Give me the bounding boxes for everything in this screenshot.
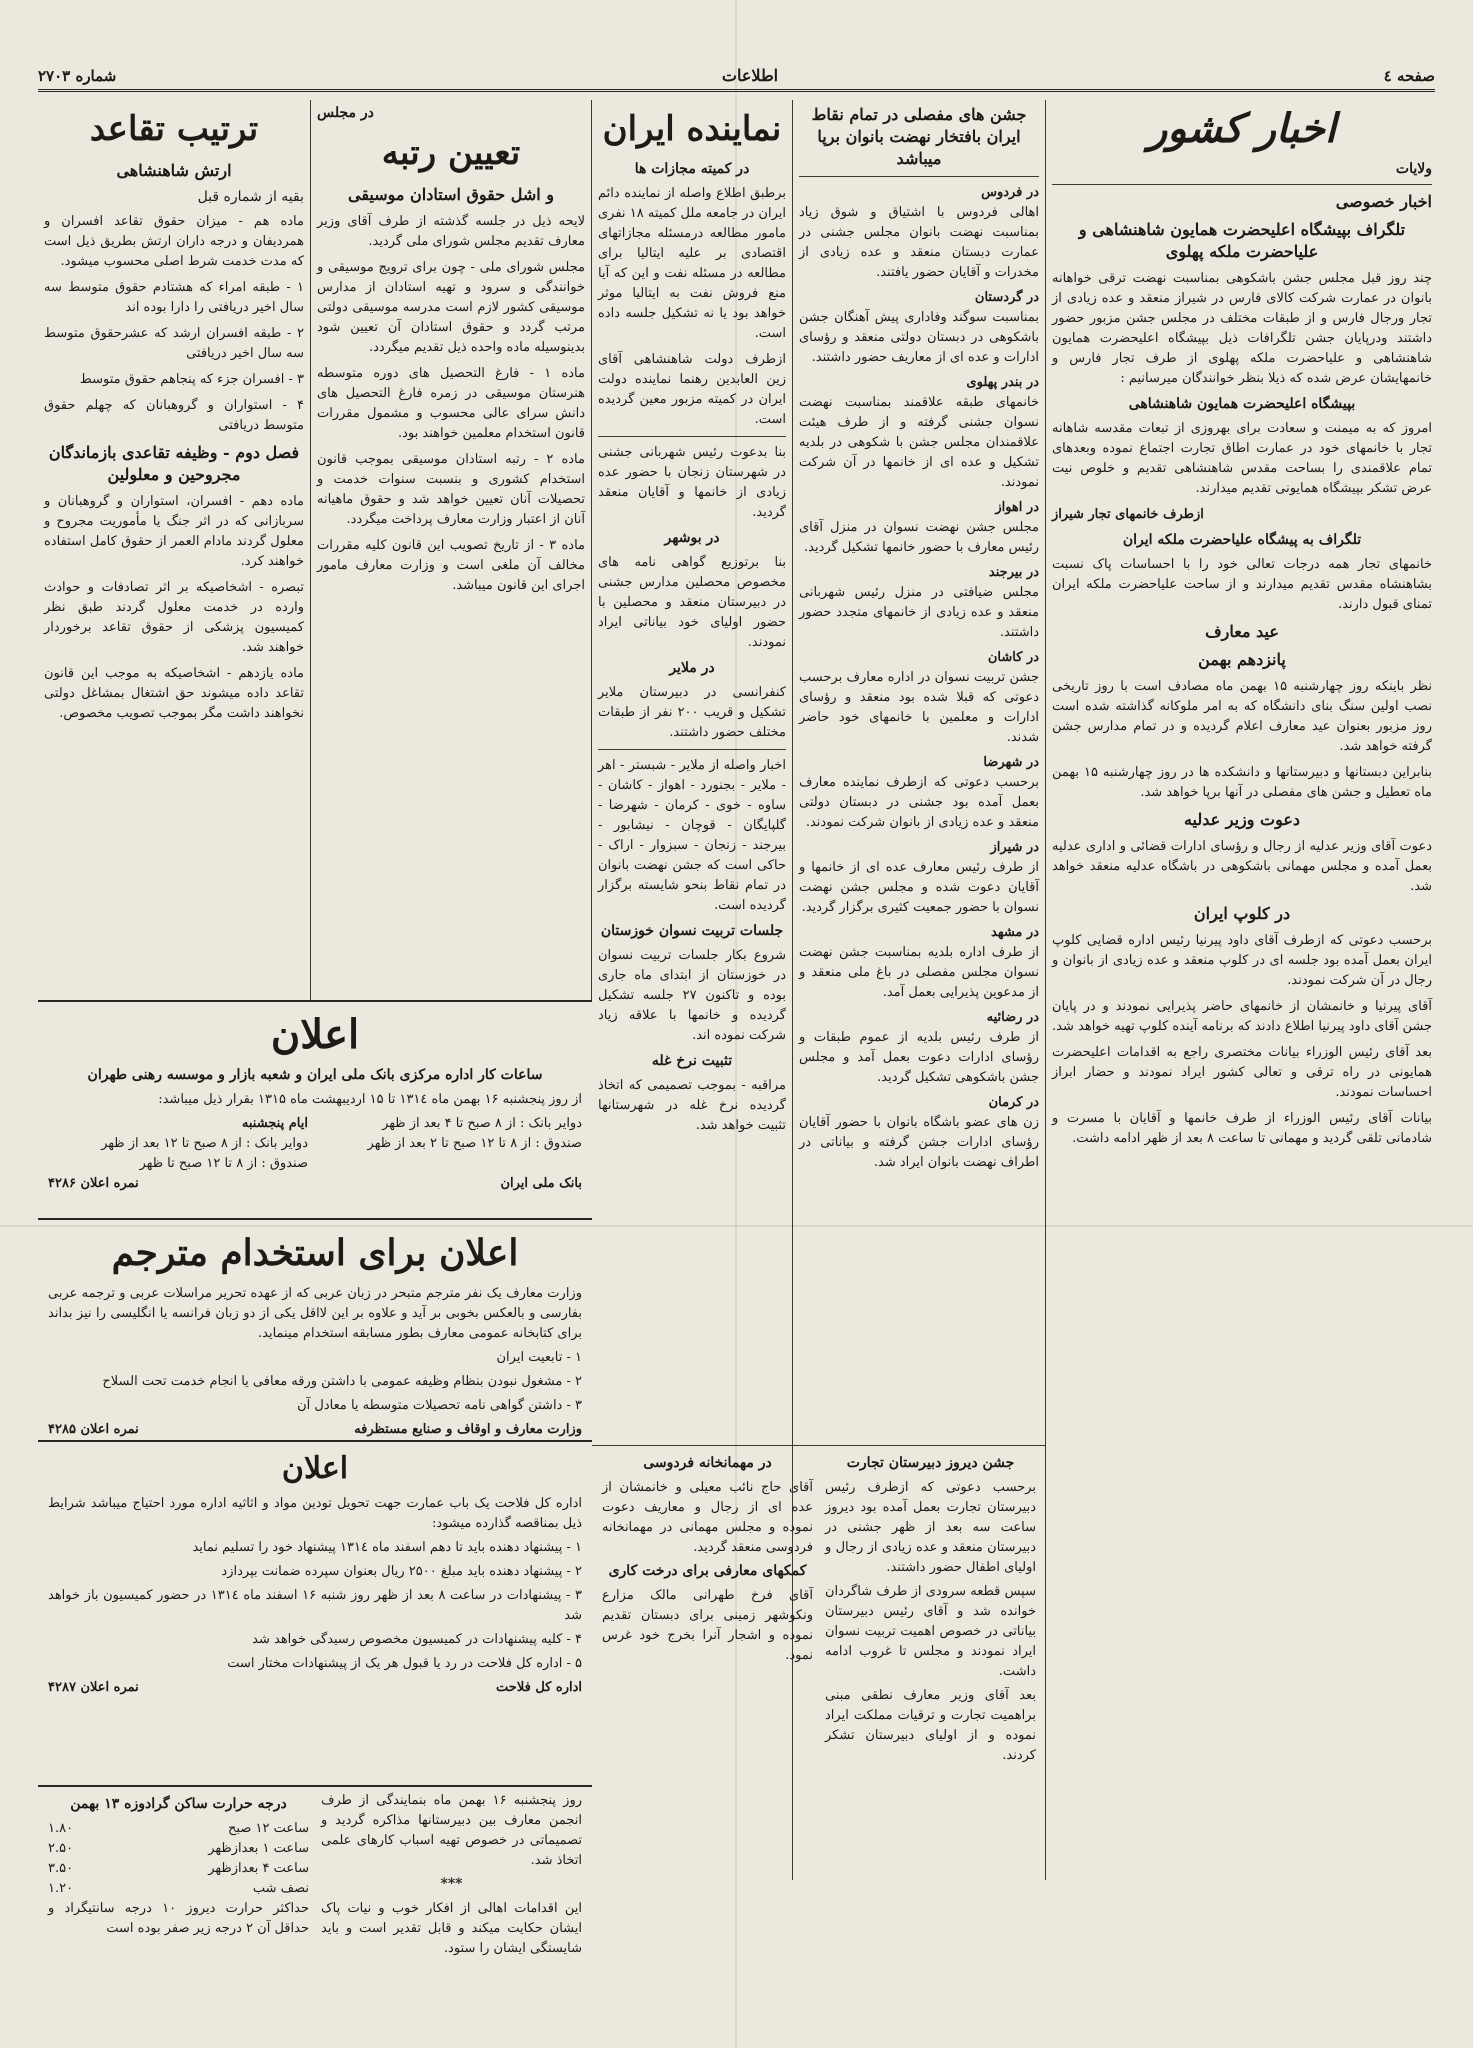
bank-ad — [38, 1000, 592, 1215]
telegram1-title: تلگراف بپیشگاه اعلیحضرت همایون شاهنشاهی و علیاحضرت ملکه پهلوی — [1078, 220, 1406, 261]
club-text2: آقای پیرنیا و خانمشان از خانمهای حاضر پذیرایی نمودند و در پایان جشن آقای داود پیرنیا اطلاع دادند که برنامه آینده کلوپ تهیه خواهد شد. — [1052, 999, 1432, 1034]
retirement-text4: ماده یازدهم - اشخاصیکه به موجب این قانون تقاعد داده میشوند حق اشتغال بمشاغل دولتی نخواهند داشت مگر بموجب تصویب مخصوص. — [44, 666, 304, 721]
retirement-list-item: ۳ - افسران جزء که پنجاهم حقوق متوسط — [79, 372, 304, 387]
bank-ad-number: نمره اعلان ۴۲۸۶ — [48, 1176, 139, 1191]
telegram1-sign: ازطرف خانمهای تجار شیراز — [1052, 507, 1204, 522]
lower-news-block — [592, 1445, 1046, 1775]
zanjan-text: بنا بدعوت رئیس شهربانی جشنی در شهرستان زنجان با حضور عده زیادی از خانمها و آقایان منعقد گردید. — [598, 445, 786, 520]
tree-title: کمکهای معارفی برای درخت کاری — [608, 1563, 807, 1579]
rank-text4: ماده ۲ - رتبه استادان موسیقی بموجب قانون استخدام کشوری و بنسبت سنوات خدمت و تحصیلات آنان تعیین خواهد شد و حقوق ماهیانه آنان از اعتبار وزارت معارف پرداخت میگردد. — [317, 452, 585, 527]
bank-ad-subtitle: ساعات کار اداره مرکزی بانک ملی ایران و شعبه بازار و موسسه رهنی طهران — [87, 1067, 543, 1083]
trade-text3: بعد آقای وزیر معارف نطقی مبنی براهمیت تجارت و ترقیات مملکت ایراد نموده و از اولیای دبیرستان تشکر کردند. — [825, 1688, 1036, 1763]
masthead — [38, 52, 1435, 92]
iran-rep-subtitle: در کمیته مجازات ها — [634, 161, 750, 177]
tree-text: آقای فرخ طهرانی مالک مزارع ونکوشهر زمینی برای دبستان تقدیم نموده و اشجار آنرا بخرج خود غرس نمود. — [602, 1588, 813, 1663]
retirement-intro: بقیه از شماره قبل — [197, 189, 304, 205]
section-title: اخبار کشور — [1147, 105, 1337, 152]
bank-ad-text: از روز پنجشنبه ۱۶ بهمن ماه ۱۳۱٤ تا ۱۵ اردیبهشت ماه ۱۳۱۵ بقرار ذیل میباشد: — [158, 1092, 582, 1107]
rank-text2: مجلس شورای ملی - چون برای ترویج موسیقی و خوانندگی و سرود و تهیه استادان از مدارس موسیقی کشور لازم است مدرسه موسیقی دولتی مرتب گردد و حقوق استادان آن تعیین شود بدینوسیله ماده واحده ذیل تقدیم میگردد. — [317, 260, 585, 355]
page-label: صفحه ٤ — [1383, 67, 1435, 85]
ferdowsi-title: در مهمانخانه فردوسی — [643, 1455, 772, 1471]
iran-rep-text2: ازطرف دولت شاهنشاهی آقای زین العابدین رهنما نماینده دولت ایران در کمیته مزبور معین گردیده است. — [598, 352, 786, 427]
translator-ad — [38, 1218, 592, 1438]
feast-text: نظر باینکه روز چهارشنبه ۱۵ بهمن ماه مصادف است با روز تاریخی نصب اولین سنگ بنای دانشگاه که به امر ملوکانه گذاشته شده است روز مزبور بعنوان عید معارف اعلام گردیده و در تمام مدارس جشن گرفته خواهد شد. — [1052, 679, 1433, 754]
translator-ad-sign: وزارت معارف و اوقاف و صنایع مستظرفه — [354, 1422, 582, 1437]
iran-rep-text1: برطبق اطلاع واصله از نماینده دائم ایران در جامعه ملل کمیته ۱۸ نفری مامور مطالعه درمسئله مجازاتهای اقتصادی بر علیه ایتالیا برای مطالعه در مسئله نفت و این که آیا منع فروش نفت به ایتالیا موثر خواهد بود یا نه تشکیل جلسه داده است. — [598, 186, 786, 341]
city-item: در کرمان زن های عضو باشگاه بانوان با حضور آقایان رؤسای ادارات جشن گرفته و بیاناتی در اطراف نهضت بانوان ایراد شد. — [799, 1095, 1039, 1170]
club-text: برحسب دعوتی که ازطرف آقای داود پیرنیا رئیس اداره قضایی کلوپ ایران بعمل آمده بود جلسه ای در کلوپ منعقد و عده زیادی از بانوان و رجال در آن شرکت نمودند. — [1052, 933, 1432, 988]
minister-title: دعوت وزیر عدلیه — [1183, 810, 1301, 829]
weather-note: حداکثر حرارت دیروز ۱۰ درجه سانتیگراد و حداقل آن ۲ درجه زیر صفر بوده است — [48, 1901, 309, 1936]
telegram1-sub: بپیشگاه اعلیحضرت همایون شاهنشاهی — [1128, 396, 1356, 412]
city-list — [799, 183, 1039, 1173]
trade-school-article — [825, 1450, 1036, 1770]
rank-title: تعیین رتبه — [381, 133, 521, 173]
weather-row: ساعت ۴ بعدازظهر ۳.۵۰ — [48, 1861, 309, 1876]
weather-row: ساعت ۱۲ صبح ۱.۸۰ — [48, 1821, 309, 1836]
tender-ad-item: ۲ - پیشنهاد دهنده باید مبلغ ۲۵۰۰ ریال بعنوان سپرده ضمانت بپردازد — [221, 1564, 582, 1579]
telegram2-text: خانمهای تجار همه درجات تعالی خود را با احساسات پاک نسبت بشاهنشاه مقدس تقدیم میدارند و از ساحت علیاحضرت ملکه ایران تمنای قبول دارند. — [1052, 557, 1432, 612]
city-item: در شیراز از طرف رئیس معارف عده ای از خانمها و آقایان دعوت شده و مجلس جشن نهضت نسوان با حضور جمعیت کثیری برگزار گردید. — [799, 840, 1039, 915]
tender-ad — [38, 1440, 592, 1780]
cities-news: اخبار واصله از ملایر - شبستر - اهر - ملایر - بجنورد - اهواز - کاشان - ساوه - خوی - کرمان - شهرضا - گلپایگان - قوچان - نیشابور - بیرجند - زنجان - سبزوار - اراک - حاکی است که جشن نهضت بانوان در تمام نقاط بنحو شایسته برگزار گردیده است. — [598, 758, 786, 913]
retirement-list-item: ۲ - طبقه افسران ارشد که عشرحقوق متوسط سه سال اخیر دریافتی — [44, 326, 304, 361]
translator-ad-text: وزارت معارف یک نفر مترجم متبحر در زبان عربی که از عهده تحریر مراسلات عربی و ترجمه عربی بفارسی و بالعکس بخوبی بر آید و علاوه بر این لااقل یکی از دو زبان فرانسه یا انگلیسی را نیز بداند برای کتابخانه عمومی معارف بطور مسابقه استخدام مینماید. — [48, 1286, 582, 1341]
translator-ad-title: اعلان برای استخدام مترجم — [111, 1232, 519, 1274]
retirement-chapter: فصل دوم - وظیفه تقاعدی بازماندگان مجروحین و معلولین — [48, 443, 300, 484]
city-item: در شهرضا برحسب دعوتی که ازطرف نماینده معارف بعمل آمده بود جشنی در دبستان دولتی منعقد و عده زیادی از بانوان شرکت نمودند. — [799, 755, 1039, 830]
column-1 — [1046, 100, 1438, 1880]
city-item: در اهواز مجلس جشن نهضت نسوان در منزل آقای رئیس معارف با حضور خانمها تشکیل گردید. — [799, 500, 1039, 555]
bottom-note-1: روز پنجشنبه ۱۶ بهمن ماه بنمایندگی از طرف انجمن معارف بین دبیرستانها مذاکره گردید و تصمیماتی در خصوص تهیه اسباب کارهای علمی اتخاذ شد. — [321, 1793, 582, 1868]
tender-ad-title: اعلان — [281, 1451, 349, 1486]
minister-text: دعوت آقای وزیر عدلیه از رجال و رؤسای ادارات قضائی و اداری عدلیه بعمل آمده و مجلس مهمانی باشکوهی در باشگاه عدلیه منعقد خواهد شد. — [1052, 839, 1432, 894]
trade-text2: سپس قطعه سرودی از طرف شاگردان خوانده شد و آقای رئیس دبیرستان بیاناتی در خصوص اهمیت تربیت نسوان ایراد نمودند و مجلس تا غروب ادامه داشت. — [825, 1584, 1036, 1679]
newspaper-name: اطلاعات — [721, 66, 779, 85]
iran-rep-title: نماینده ایران — [602, 109, 782, 149]
bank-ad-row: صندوق : از ۸ تا ۱۲ صبح تا ظهر — [139, 1156, 308, 1171]
bank-ad-sign: بانک ملی ایران — [500, 1176, 582, 1191]
translator-ad-number: نمره اعلان ۴۲۸۵ — [48, 1422, 139, 1437]
weather-row: ساعت ۱ بعدازظهر ۲.۵۰ — [48, 1841, 309, 1856]
bank-ad-row: ایام پنجشنبه — [241, 1116, 308, 1131]
rank-text5: ماده ۳ - از تاریخ تصویب این قانون کلیه مقررات مخالف آن ملغی است و وزارت معارف مامور اجرای این قانون میباشد. — [317, 538, 585, 593]
city-item: در بیرجند مجلس ضیافتی در منزل رئیس شهربانی منعقد و عده زیادی از خانمهای متجدد حضور داشتند. — [799, 565, 1039, 640]
rank-text3: ماده ۱ - فارغ التحصیل های دوره متوسطه هنرستان موسیقی در زمره فارغ التحصیل های دانش سرای عالی محسوب و مشمول مقررات قانون استخدام معلمین خواهند بود. — [317, 366, 585, 441]
column-4 — [310, 100, 592, 1000]
malayer-title: در ملایر — [669, 660, 715, 676]
trade-text: برحسب دعوتی که ازطرف رئیس دبیرستان تجارت بعمل آمده بود دیروز ساعت سه بعد از ظهر جشنی در دبیرستان منعقد و عده زیادی از رجال و اولیای اطفال حضور داشتند. — [825, 1480, 1036, 1575]
bottom-strip — [38, 1785, 592, 2025]
bank-ad-title: اعلان — [270, 1011, 360, 1058]
translator-ad-item: ۲ - مشغول نبودن بنظام وظیفه عمومی با داشتن ورقه معافی یا انجام خدمت تحت السلاح — [102, 1374, 582, 1389]
retirement-list-item: ۴ - استواران و گروهبانان که چهلم حقوق متوسط دریافتی — [44, 398, 304, 433]
bushehr-title: در بوشهر — [664, 530, 720, 546]
retirement-list-item: ۱ - طبقه امراء که هشتادم حقوق متوسط سه سال اخیر دریافتی را دارا بوده اند — [44, 280, 304, 315]
malayer-text: کنفرانسی در دبیرستان ملایر تشکیل و قریب ۲۰۰ نفر از طبقات مختلف حضور داشتند. — [598, 685, 787, 740]
city-item: در مشهد از طرف اداره بلدیه بمناسبت جشن نهضت نسوان مجلس مفصلی در باغ ملی منعقد و از مدعوین پذیرایی بعمل آمد. — [799, 925, 1039, 1000]
tender-ad-item: ۵ - اداره کل فلاحت در رد یا قبول هر یک از پیشنهادات مختار است — [227, 1656, 582, 1671]
retirement-text3: تبصره - اشخاصیکه بر اثر تصادفات و حوادث وارده در خدمت معلول گردند طبق نظر کمیسیون پزشکی از حقوق تقاعد برخوردار خواهند شد. — [44, 580, 304, 655]
private-news-title: اخبار خصوصی — [1335, 192, 1432, 211]
retirement-text2: ماده دهم - افسران، استواران و گروهبانان و سربازانی که در اثر جنگ یا مأموریت مجروح و معلول گردند مادام العمر از حقوق کامل استفاده خواهند کرد. — [44, 494, 304, 569]
issue-number: شماره ۲۷۰۳ — [38, 67, 117, 85]
telegram1-text: امروز که به میمنت و سعادت برای بهروزی از تبعات مقدسه شاهانه تجار با خانمهای خود در عمارت اطاق تجارت اجتماع نموده وبعدهای تمام علاقمندی را بساحت مقدس شاهنشاهی تقدیم و خلوص نیت عرض تشکر بپیشگاه همایونی تقدیم میدارند. — [1052, 421, 1432, 496]
rank-text1: لایحه ذیل در جلسه گذشته از طرف آقای وزیر معارف تقدیم مجلس شورای ملی گردید. — [317, 214, 585, 249]
bottom-separator: *** — [440, 1876, 463, 1892]
tender-ad-number: نمره اعلان ۴۲۸۷ — [48, 1680, 139, 1695]
column-3 — [592, 100, 792, 1450]
retirement-subtitle: ارتش شاهنشاهی — [116, 161, 232, 180]
bank-ad-row: صندوق : از ۸ تا ۱۲ صبح تا ۲ بعد از ظهر — [367, 1136, 582, 1151]
weather-title: درجه حرارت ساکن گرادوزه ۱۳ بهمن — [70, 1796, 287, 1812]
bottom-notes — [321, 1791, 582, 1963]
bank-ad-row: دوایر بانک : از ۸ صبح تا ۱۲ بعد از ظهر — [101, 1136, 308, 1151]
ferdowsi-text: آقای حاج نائب معیلی و خانمشان از عده ای از رجال و معاریف دعوت نموده و مجلس مهمانی در مهمانخانه فردوسی منعقد گردید. — [602, 1480, 813, 1555]
bank-ad-row: دوایر بانک : از ۸ صبح تا ۴ بعد از ظهر — [382, 1116, 582, 1131]
grain-text: مراقبه - بموجب تصمیمی که اتخاذ گردیده نرخ غله در شهرستانها تثبیت خواهد شد. — [598, 1078, 786, 1133]
tender-ad-item: ۱ - پیشنهاد دهنده باید تا دهم اسفند ماه ۱۳۱٤ پیشنهاد خود را تسلیم نماید — [192, 1540, 582, 1555]
telegram2-sub: تلگراف به پیشگاه علیاحضرت ملکه ایران — [1122, 532, 1362, 548]
tender-ad-item: ۴ - کلیه پیشنهادات در کمیسیون مخصوص رسیدگی خواهد شد — [252, 1632, 582, 1647]
section-sub: ولایات — [1395, 161, 1432, 177]
club-title: در کلوپ ایران — [1193, 904, 1291, 923]
khuzestan-title: جلسات تربیت نسوان خوزستان — [600, 923, 784, 939]
tender-ad-item: ۳ - پیشنهادات در ساعت ۸ بعد از ظهر روز شنبه ۱۶ اسفند ماه ۱۳۱٤ در حضور کمیسیون باز خواهد شد — [48, 1588, 582, 1623]
column-5 — [38, 100, 310, 1000]
weather-row: نصف شب ۱.۲۰ — [48, 1881, 309, 1896]
khuzestan-text: شروع بکار جلسات تربیت نسوان در خوزستان از ابتدای ماه جاری بوده و تاکنون ۲۷ جلسه تشکیل گردیده و خانمها با علاقه زیاد شرکت نموده اند. — [598, 948, 786, 1043]
retirement-text1: ماده هم - میزان حقوق تقاعد افسران و همردیفان و درجه داران ارتش بطریق ذیل است که مدت خدمت شرط اصلی محسوب میشود. — [44, 214, 304, 269]
retirement-title: ترتیب تقاعد — [89, 109, 259, 149]
grain-title: تثبیت نرخ غله — [651, 1053, 733, 1069]
bushehr-text: بنا برتوزیع گواهی نامه های مخصوص محصلین مدارس جشنی در دبیرستان منعقد و محصلین با حضور اولیای خود بیاناتی ایراد نمودند. — [598, 555, 786, 650]
city-item: در فردوس اهالی فردوس با اشتیاق و شوق زیاد بمناسبت نهضت بانوان مجلس جشنی در عمارت دبستان منعقد و عده زیادی از مخدرات و آقایان حضور یافتند. — [799, 185, 1039, 280]
parliament-kicker: در مجلس — [317, 105, 374, 121]
translator-ad-item: ۳ - داشتن گواهی نامه تحصیلات متوسطه یا معادل آن — [297, 1398, 582, 1413]
feast-title: عید معارف — [1205, 622, 1279, 641]
feast-sub: پانزدهم بهمن — [1198, 650, 1286, 669]
telegram1-body: چند روز قبل مجلس جشن باشکوهی بمناسبت نهضت ترقی خواهانه بانوان در عمارت شرکت کالای فارس در شیراز منعقد و عده زیادی از تجار ورجال فارس و از طبقات مختلف در مجلس جشن مزبور حضور داشتند ودرپایان جشن تلگرافات ذیل بپیشگاه اعلیحضرت همایون شاهنشاهی و علیاحضرت ملکه پهلوی از طرف تجار فارس و خانمهایشان عرض شده که ذیلا بنظر خوانندگان میرسانیم : — [1052, 271, 1432, 386]
city-item: در گردستان بمناسبت سوگند وفاداری پیش آهنگان جشن باشکوهی در دبستان دولتی منعقد و رؤسای ادارات و عده ای از معاریف حضور داشتند. — [799, 290, 1039, 365]
bottom-note-2: این اقدامات اهالی از افکار خوب و نیات پاک ایشان حکایت میکند و قابل تقدیر است و باید شایستگی ایشان را ستود. — [321, 1901, 582, 1956]
feast-text2: بنابراین دبستانها و دبیرستانها و دانشکده ها در روز چهارشنبه ۱۵ بهمن ماه تعطیل و جشن های مفصلی در آنها برپا خواهد شد. — [1052, 765, 1433, 800]
club-text4: بیانات آقای رئیس الوزراء از طرف خانمها و آقایان با مسرت و شادمانی تلقی گردید و مهمانی تا ساعت ۸ بعد از ظهر ادامه داشت. — [1052, 1111, 1432, 1146]
trade-title: جشن دیروز دبیرستان تجارت — [846, 1455, 1015, 1471]
ferdowsi-article — [602, 1450, 813, 1770]
city-item: در رضائیه از طرف رئیس بلدیه از عموم طبقات و رؤسای ادارات دعوت بعمل آمد و مجلس جشن باشکوهی تشکیل گردید. — [799, 1010, 1039, 1085]
club-text3: بعد آقای رئیس الوزراء بیانات مختصری راجع به اقدامات اعلیحضرت همایونی در راه ترقی و تعالی کشور ایراد نمودند و حضار ابراز احساسات نمودند. — [1052, 1045, 1432, 1100]
tender-ad-text: اداره کل فلاحت یک باب عمارت جهت تحویل تودین مواد و اثاثیه اداره مورد احتیاج میباشد شرایط ذیل بمناقصه گذارده میشود: — [48, 1496, 582, 1531]
rank-subtitle: و اشل حقوق استادان موسیقی — [347, 185, 554, 204]
city-item: در بندر پهلوی خانمهای طبقه علاقمند بمناسبت نهضت نسوان جشنی گرفته و از طرف هیئت علاقمندان مجلس جشن با شکوهی در بلدیه تشکیل و عده ای از خانمها در آن شرکت نمودند. — [799, 375, 1039, 490]
weather-box — [48, 1791, 309, 1963]
celebrations-title: جشن های مفصلی در تمام نقاط ایران بافتخار نهضت بانوان برپا میباشد — [811, 105, 1027, 168]
translator-ad-item: ۱ - تابعیت ایران — [496, 1350, 582, 1365]
city-item: در کاشان جشن تربیت نسوان در اداره معارف برحسب دعوتی که قبلا شده بود منعقد و رؤسای ادارات و معلمین با خانمهای خود حاضر شدند. — [799, 650, 1039, 745]
tender-ad-sign: اداره کل فلاحت — [496, 1680, 582, 1695]
